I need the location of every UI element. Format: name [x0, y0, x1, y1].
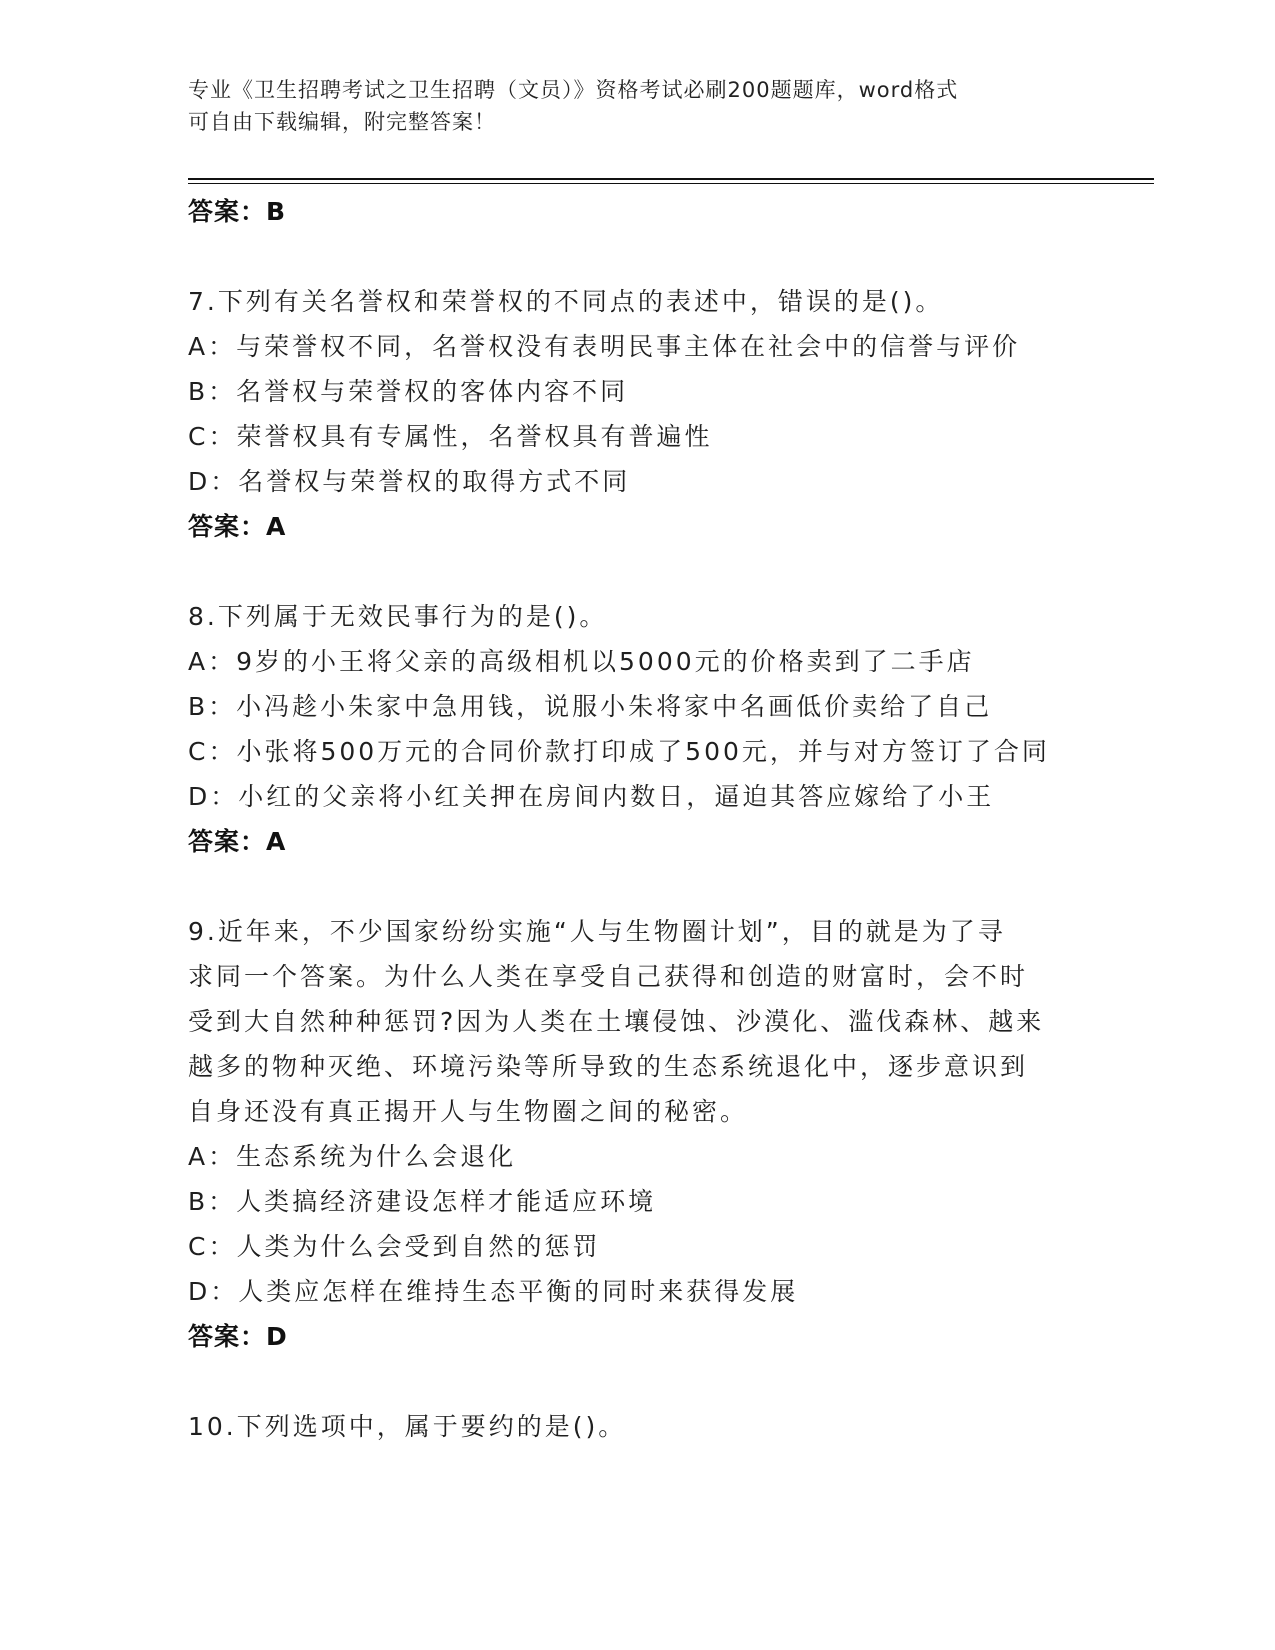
question-stem	[188, 1404, 1088, 1449]
spacer	[188, 549, 1088, 594]
answer: 答案：A	[188, 512, 287, 541]
stem-line: 7.下列有关名誉权和荣誉权的不同点的表述中，错误的是()。	[188, 287, 944, 316]
stem-line: 受到大自然种种惩罚?因为人类在土壤侵蚀、沙漠化、滥伐森林、越来	[188, 1007, 1045, 1036]
option-a: A：9岁的小王将父亲的高级相机以5000元的价格卖到了二手店	[188, 647, 975, 676]
spacer	[188, 864, 1088, 909]
header-line-1: 专业《卫生招聘考试之卫生招聘（文员）》资格考试必刷200题题库，word格式	[188, 78, 959, 102]
answer: 答案：A	[188, 827, 287, 856]
option-a: A：与荣誉权不同，名誉权没有表明民事主体在社会中的信誉与评价	[188, 332, 1021, 361]
option-b: B：小冯趁小朱家中急用钱，说服小朱将家中名画低价卖给了自己	[188, 692, 993, 721]
option-c: C：小张将500万元的合同价款打印成了500元，并与对方签订了合同	[188, 737, 1050, 766]
answer-previous: 答案：B	[188, 197, 287, 226]
question-stem	[188, 594, 1088, 639]
stem-line: 求同一个答案。为什么人类在享受自己获得和创造的财富时，会不时	[188, 962, 1029, 991]
spacer	[188, 234, 1088, 279]
option-d: D：人类应怎样在维持生态平衡的同时来获得发展	[188, 1277, 799, 1306]
stem-line: 越多的物种灭绝、环境污染等所导致的生态系统退化中，逐步意识到	[188, 1052, 1029, 1081]
option-b: B：人类搞经济建设怎样才能适应环境	[188, 1187, 657, 1216]
document-header	[188, 74, 1088, 138]
stem-line: 自身还没有真正揭开人与生物圈之间的秘密。	[188, 1097, 749, 1126]
option-d: D：名誉权与荣誉权的取得方式不同	[188, 467, 631, 496]
option-c: C：荣誉权具有专属性，名誉权具有普遍性	[188, 422, 713, 451]
spacer	[188, 1359, 1088, 1404]
answer: 答案：D	[188, 1322, 288, 1351]
question-8	[188, 594, 1088, 864]
option-d: D：小红的父亲将小红关押在房间内数日，逼迫其答应嫁给了小王	[188, 782, 995, 811]
header-line-2: 可自由下载编辑，附完整答案！	[188, 110, 496, 134]
question-7	[188, 279, 1088, 549]
header-divider-thin	[188, 183, 1154, 184]
question-stem	[188, 909, 1088, 1134]
stem-line: 10.下列选项中，属于要约的是()。	[188, 1412, 627, 1441]
stem-line: 8.下列属于无效民事行为的是()。	[188, 602, 608, 631]
question-10	[188, 1404, 1088, 1449]
option-a: A：生态系统为什么会退化	[188, 1142, 517, 1171]
question-9	[188, 909, 1088, 1359]
option-b: B：名誉权与荣誉权的客体内容不同	[188, 377, 629, 406]
option-c: C：人类为什么会受到自然的惩罚	[188, 1232, 601, 1261]
question-list	[188, 189, 1088, 1449]
header-divider-thick	[188, 178, 1154, 180]
question-stem	[188, 279, 1088, 324]
stem-line: 9.近年来，不少国家纷纷实施“人与生物圈计划”，目的就是为了寻	[188, 917, 1006, 946]
